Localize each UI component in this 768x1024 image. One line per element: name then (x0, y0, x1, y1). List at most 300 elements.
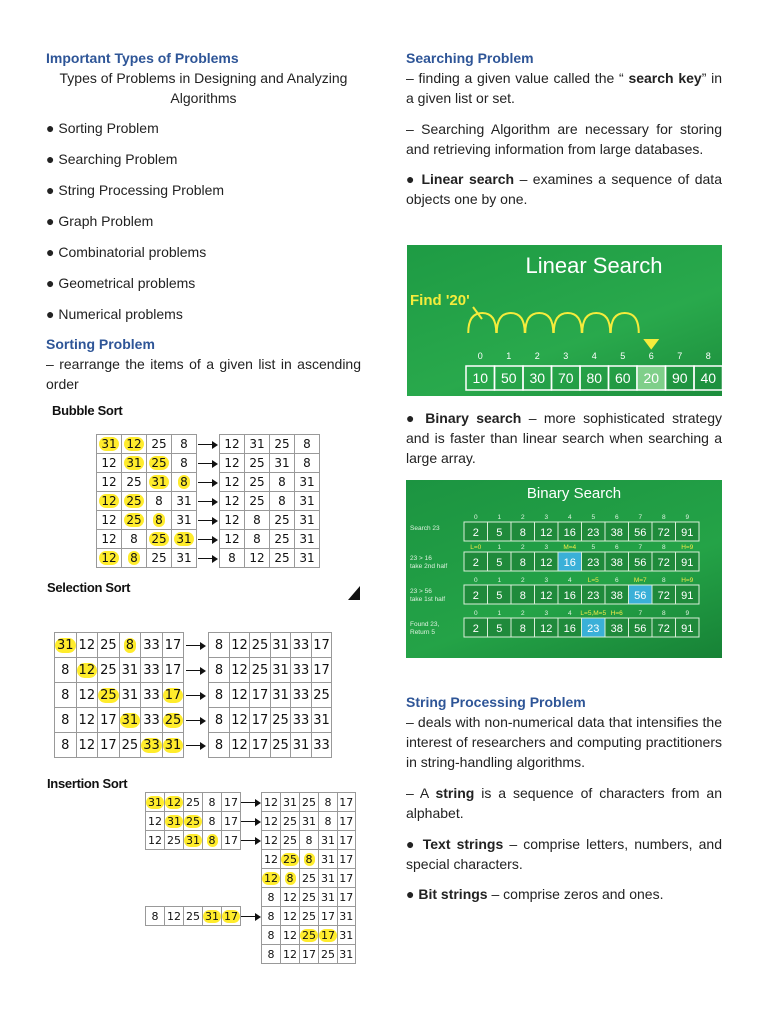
sort-cell: 25 (250, 633, 271, 658)
sort-cell: 25 (311, 683, 332, 708)
sort-cell: 31 (147, 473, 172, 492)
sort-cell: 25 (245, 492, 270, 511)
sort-cell: 31 (338, 907, 356, 926)
sort-cell: 17 (162, 658, 184, 683)
sort-cell: 31 (245, 435, 270, 454)
searching-text: – finding a given value called the “ search key” in a given list or set. (406, 70, 722, 106)
index-label: 1 (497, 577, 502, 584)
sort-cell: 25 (300, 869, 319, 888)
row-label: 23 > 16 (410, 555, 432, 562)
left-column (46, 48, 361, 394)
index-label: 1 (497, 544, 502, 551)
index-label: 6 (614, 577, 619, 584)
sort-cell: 31 (146, 793, 165, 812)
sort-cell: 8 (122, 549, 147, 568)
sort-cell: 25 (300, 793, 319, 812)
table-row (55, 683, 332, 708)
sort-cell: 8 (262, 945, 281, 964)
section-title-important-types: Important Types of Problems (46, 50, 239, 66)
string-text: – deals with non-numerical data that intensifies the interest of researchers and computing practitioners in string-handling algorithms. (406, 714, 722, 770)
index-label: 2 (520, 544, 525, 551)
index-label: 6 (614, 544, 619, 551)
index-label: 7 (638, 544, 643, 551)
sort-cell: 25 (281, 850, 300, 869)
selection-sort-table (54, 632, 332, 758)
sort-cell: 17 (222, 812, 241, 831)
array-value: 56 (634, 527, 647, 539)
sort-cell: 12 (229, 658, 250, 683)
sort-cell: 8 (262, 907, 281, 926)
sort-cell: 8 (319, 812, 338, 831)
array-value: 16 (563, 623, 576, 635)
array-value: 38 (610, 557, 623, 569)
arrow-icon (241, 831, 262, 850)
list-item: ● String Processing Problem (46, 182, 225, 198)
sort-cell: 25 (245, 454, 270, 473)
sort-cell: 8 (300, 850, 319, 869)
array-value: 12 (540, 527, 553, 539)
linear-search-text: ● Linear search – examines a sequence of data objects one by one. (406, 171, 722, 207)
index-label: 3 (544, 577, 549, 584)
sort-cell: 8 (295, 435, 320, 454)
spacer (146, 869, 262, 888)
row-label: Return 5 (410, 629, 435, 636)
sort-cell: 31 (172, 511, 197, 530)
index-label: 4 (567, 577, 572, 584)
index-label: 3 (563, 351, 569, 361)
table-row (146, 812, 356, 831)
sort-cell: 8 (147, 492, 172, 511)
sort-cell: 8 (209, 733, 230, 758)
sort-cell: 25 (122, 492, 147, 511)
sort-cell: 8 (146, 907, 165, 926)
row-label: Found 23, (410, 621, 440, 628)
table-row (97, 492, 320, 511)
sort-cell: 33 (141, 658, 163, 683)
sort-cell: 25 (270, 435, 295, 454)
sort-cell: 25 (300, 926, 319, 945)
array-value: 2 (472, 527, 479, 539)
sort-cell: 8 (209, 708, 230, 733)
list-item: ● Sorting Problem (46, 120, 159, 136)
arrow-icon (241, 793, 262, 812)
sort-cell: 31 (55, 633, 77, 658)
sort-cell: 12 (76, 658, 98, 683)
array-value: 16 (563, 557, 576, 569)
sort-cell: 25 (270, 733, 291, 758)
table-row (146, 888, 356, 907)
index-label: 8 (661, 544, 666, 551)
sort-cell: 12 (76, 733, 98, 758)
sort-cell: 33 (291, 658, 312, 683)
string-processing-block (406, 692, 722, 904)
index-label: H=9 (681, 577, 694, 584)
subtitle: Types of Problems in Designing and Analyzing Algorithms (59, 70, 348, 106)
sort-cell: 17 (338, 869, 356, 888)
sort-cell: 31 (291, 733, 312, 758)
sort-cell: 8 (172, 435, 197, 454)
found-arrow-icon (645, 340, 657, 348)
sort-cell: 12 (76, 683, 98, 708)
table-row (146, 869, 356, 888)
array-value: 72 (657, 557, 670, 569)
sort-cell: 12 (229, 633, 250, 658)
linear-title: Linear Search (525, 253, 663, 278)
sort-cell: 12 (229, 733, 250, 758)
sort-cell: 33 (141, 633, 163, 658)
index-label: 1 (506, 351, 512, 361)
sort-cell: 31 (184, 831, 203, 850)
sort-cell: 31 (172, 530, 197, 549)
table-row (97, 511, 320, 530)
sort-cell: 17 (338, 888, 356, 907)
sort-cell: 25 (147, 530, 172, 549)
array-value: 72 (657, 590, 670, 602)
sort-cell: 31 (295, 530, 320, 549)
arrow-icon (197, 492, 220, 511)
array-value: 8 (519, 527, 526, 539)
find-label: Find '20' (410, 292, 470, 309)
index-label: 3 (544, 544, 549, 551)
sort-cell: 12 (220, 473, 245, 492)
selection-sort-label: Selection Sort (47, 580, 131, 595)
array-value: 30 (529, 370, 546, 386)
sort-cell: 17 (311, 658, 332, 683)
row-label: take 1st half (410, 596, 446, 603)
hop-arc (525, 313, 553, 333)
sort-cell: 12 (245, 549, 270, 568)
sort-cell: 17 (311, 633, 332, 658)
list-item: ● Numerical problems (46, 306, 183, 322)
sort-cell: 31 (165, 812, 184, 831)
sort-cell: 12 (220, 530, 245, 549)
sort-cell: 17 (98, 733, 120, 758)
sort-cell: 31 (311, 708, 332, 733)
sort-cell: 17 (338, 812, 356, 831)
sort-cell: 8 (172, 454, 197, 473)
sort-cell: 12 (97, 530, 122, 549)
sort-cell: 17 (162, 633, 184, 658)
text-strings: ● Text strings – comprise letters, numbers, and special characters. (406, 836, 722, 872)
sort-cell: 17 (222, 907, 241, 926)
sort-cell: 17 (250, 733, 271, 758)
index-label: 0 (473, 610, 478, 617)
arrow-icon (197, 530, 220, 549)
index-label: 2 (534, 351, 540, 361)
index-label: 9 (685, 514, 690, 521)
array-value: 91 (681, 590, 694, 602)
sort-cell: 33 (311, 733, 332, 758)
index-label: 2 (520, 577, 525, 584)
sort-cell: 17 (162, 683, 184, 708)
array-value: 8 (519, 623, 526, 635)
row-label: Search 23 (410, 525, 440, 532)
sort-cell: 25 (165, 831, 184, 850)
array-value: 12 (540, 557, 553, 569)
sort-cell: 17 (222, 793, 241, 812)
binary-search-image (406, 480, 722, 658)
sort-cell: 31 (270, 683, 291, 708)
list-item: ● Combinatorial problems (46, 244, 207, 260)
sort-cell: 31 (295, 511, 320, 530)
sort-cell: 25 (162, 708, 184, 733)
index-label: 4 (591, 351, 597, 361)
index-label: 5 (591, 544, 596, 551)
searching-text-2: – Searching Algorithm are necessary for storing and retrieving information from large databases. (406, 121, 722, 157)
table-row (55, 633, 332, 658)
sort-cell: 31 (119, 658, 141, 683)
array-value: 20 (643, 370, 660, 386)
hop-arc (468, 313, 496, 333)
array-value: 56 (634, 557, 647, 569)
index-label: 1 (497, 514, 502, 521)
index-label: 8 (661, 577, 666, 584)
sort-cell: 8 (270, 492, 295, 511)
array-value: 5 (496, 623, 503, 635)
sort-cell: 12 (262, 850, 281, 869)
sort-cell: 12 (220, 454, 245, 473)
sort-cell: 12 (281, 888, 300, 907)
table-row (146, 907, 356, 926)
index-label: L=5 (587, 577, 599, 584)
sort-cell: 25 (270, 511, 295, 530)
row-label: 23 > 56 (410, 588, 432, 595)
sort-cell: 12 (229, 683, 250, 708)
sort-cell: 8 (220, 549, 245, 568)
array-value: 2 (472, 557, 479, 569)
table-row (146, 850, 356, 869)
index-label: 0 (473, 514, 478, 521)
array-value: 10 (472, 370, 489, 386)
arrow-icon (184, 733, 209, 758)
sort-cell: 31 (270, 454, 295, 473)
list-item: ● Searching Problem (46, 151, 178, 167)
sort-cell: 8 (209, 683, 230, 708)
sort-cell: 12 (165, 907, 184, 926)
sort-cell: 17 (319, 926, 338, 945)
index-label: 9 (685, 610, 690, 617)
sort-cell: 31 (281, 793, 300, 812)
sort-cell: 17 (319, 907, 338, 926)
table-row (146, 831, 356, 850)
sort-cell: 31 (203, 907, 222, 926)
sort-cell: 12 (220, 511, 245, 530)
array-value: 23 (587, 527, 600, 539)
index-label: 3 (544, 610, 549, 617)
sort-cell: 31 (270, 633, 291, 658)
sort-cell: 25 (119, 733, 141, 758)
string-definition: – A string is a sequence of characters from an alphabet. (406, 785, 723, 821)
sort-cell: 8 (55, 708, 77, 733)
sort-cell: 31 (319, 888, 338, 907)
binary-search-text: ● Binary search – more sophisticated strategy and is faster than linear search when searching a large array. (406, 410, 722, 466)
sort-cell: 25 (250, 658, 271, 683)
sort-cell: 12 (76, 708, 98, 733)
sort-cell: 12 (281, 926, 300, 945)
sort-cell: 8 (209, 633, 230, 658)
sort-cell: 25 (184, 907, 203, 926)
table-row (146, 793, 356, 812)
sort-cell: 8 (147, 511, 172, 530)
linear-search-image (407, 245, 722, 396)
array-value: 12 (540, 590, 553, 602)
sort-cell: 31 (319, 831, 338, 850)
table-row (97, 435, 320, 454)
sort-cell: 31 (300, 812, 319, 831)
array-value: 2 (472, 623, 479, 635)
array-value: 23 (587, 590, 600, 602)
sort-cell: 12 (281, 945, 300, 964)
arrow-icon (241, 907, 262, 926)
sort-cell: 25 (122, 473, 147, 492)
bit-strings: ● Bit strings – comprise zeros and ones. (406, 886, 664, 902)
table-row (55, 733, 332, 758)
sort-cell: 8 (262, 888, 281, 907)
right-column (406, 48, 722, 209)
sort-cell: 33 (291, 683, 312, 708)
sort-cell: 8 (203, 793, 222, 812)
insertion-sort-table (145, 792, 356, 964)
insertion-sort-label: Insertion Sort (47, 776, 128, 791)
index-label: 4 (567, 610, 572, 617)
sort-cell: 8 (319, 793, 338, 812)
table-row (55, 658, 332, 683)
array-value: 91 (681, 623, 694, 635)
arrow-icon (184, 683, 209, 708)
string-heading: String Processing Problem (406, 694, 586, 710)
sort-cell: 17 (222, 831, 241, 850)
index-label: 7 (638, 610, 643, 617)
sort-cell: 8 (295, 454, 320, 473)
sort-cell: 25 (184, 793, 203, 812)
arrow-icon (197, 549, 220, 568)
sort-cell: 25 (270, 530, 295, 549)
array-value: 16 (563, 527, 576, 539)
sort-cell: 12 (262, 869, 281, 888)
spacer (146, 888, 262, 907)
sort-cell: 25 (98, 633, 120, 658)
table-row (146, 926, 356, 945)
sort-cell: 12 (97, 492, 122, 511)
sort-cell: 12 (262, 812, 281, 831)
sort-cell: 8 (172, 473, 197, 492)
sort-cell: 8 (209, 658, 230, 683)
index-label: 7 (638, 514, 643, 521)
array-value: 56 (634, 590, 647, 602)
sort-cell: 31 (119, 708, 141, 733)
sort-cell: 33 (291, 633, 312, 658)
sort-cell: 12 (229, 708, 250, 733)
sort-cell: 25 (147, 454, 172, 473)
index-label: 7 (677, 351, 683, 361)
sort-cell: 8 (122, 530, 147, 549)
arrow-icon (184, 658, 209, 683)
array-value: 90 (671, 370, 688, 386)
sort-cell: 8 (245, 511, 270, 530)
array-value: 16 (563, 590, 576, 602)
bubble-sort-table (96, 434, 320, 568)
sort-cell: 12 (220, 435, 245, 454)
arrow-icon (197, 435, 220, 454)
index-label: 2 (520, 610, 525, 617)
sort-cell: 17 (250, 708, 271, 733)
sort-cell: 25 (245, 473, 270, 492)
array-value: 5 (496, 590, 503, 602)
spacer (146, 945, 262, 964)
sort-cell: 31 (172, 549, 197, 568)
index-label: 0 (473, 577, 478, 584)
sort-cell: 33 (141, 683, 163, 708)
sort-cell: 25 (147, 549, 172, 568)
sort-cell: 8 (300, 831, 319, 850)
sort-cell: 17 (338, 850, 356, 869)
array-value: 72 (657, 527, 670, 539)
index-label: 5 (620, 351, 626, 361)
arrow-icon (197, 511, 220, 530)
sort-cell: 25 (270, 549, 295, 568)
sorting-heading: Sorting Problem (46, 336, 155, 352)
array-value: 12 (540, 623, 553, 635)
sort-cell: 12 (146, 812, 165, 831)
sort-cell: 31 (338, 926, 356, 945)
index-label: 6 (614, 514, 619, 521)
spacer (146, 926, 262, 945)
sort-cell: 31 (295, 549, 320, 568)
table-row (146, 945, 356, 964)
sort-cell: 12 (262, 831, 281, 850)
sort-cell: 31 (122, 454, 147, 473)
sort-cell: 12 (97, 454, 122, 473)
index-label: L=0 (470, 544, 482, 551)
row-label: take 2nd half (410, 563, 448, 570)
sort-cell: 17 (98, 708, 120, 733)
table-row (97, 530, 320, 549)
sort-cell: 25 (300, 907, 319, 926)
sort-cell: 12 (122, 435, 147, 454)
sort-cell: 12 (97, 511, 122, 530)
sort-cell: 17 (338, 831, 356, 850)
problem-list (46, 118, 361, 324)
array-value: 50 (500, 370, 517, 386)
array-value: 5 (496, 557, 503, 569)
array-value: 23 (587, 557, 600, 569)
array-value: 40 (700, 370, 717, 386)
sort-cell: 17 (250, 683, 271, 708)
index-label: L=5,M=5 (580, 610, 607, 617)
array-value: 8 (519, 557, 526, 569)
arrow-icon (184, 633, 209, 658)
sort-cell: 12 (281, 907, 300, 926)
sort-cell: 25 (300, 888, 319, 907)
array-value: 91 (681, 527, 694, 539)
index-label: 3 (544, 514, 549, 521)
sort-cell: 8 (270, 473, 295, 492)
sort-cell: 25 (270, 708, 291, 733)
sort-cell: 25 (147, 435, 172, 454)
sort-cell: 12 (97, 473, 122, 492)
bubble-sort-label: Bubble Sort (52, 403, 123, 418)
array-value: 38 (610, 527, 623, 539)
sort-cell: 12 (165, 793, 184, 812)
sort-cell: 25 (98, 658, 120, 683)
table-row (97, 473, 320, 492)
index-label: 2 (520, 514, 525, 521)
array-value: 38 (610, 590, 623, 602)
sort-cell: 25 (184, 812, 203, 831)
index-label: 1 (497, 610, 502, 617)
sort-cell: 17 (300, 945, 319, 964)
table-row (97, 454, 320, 473)
